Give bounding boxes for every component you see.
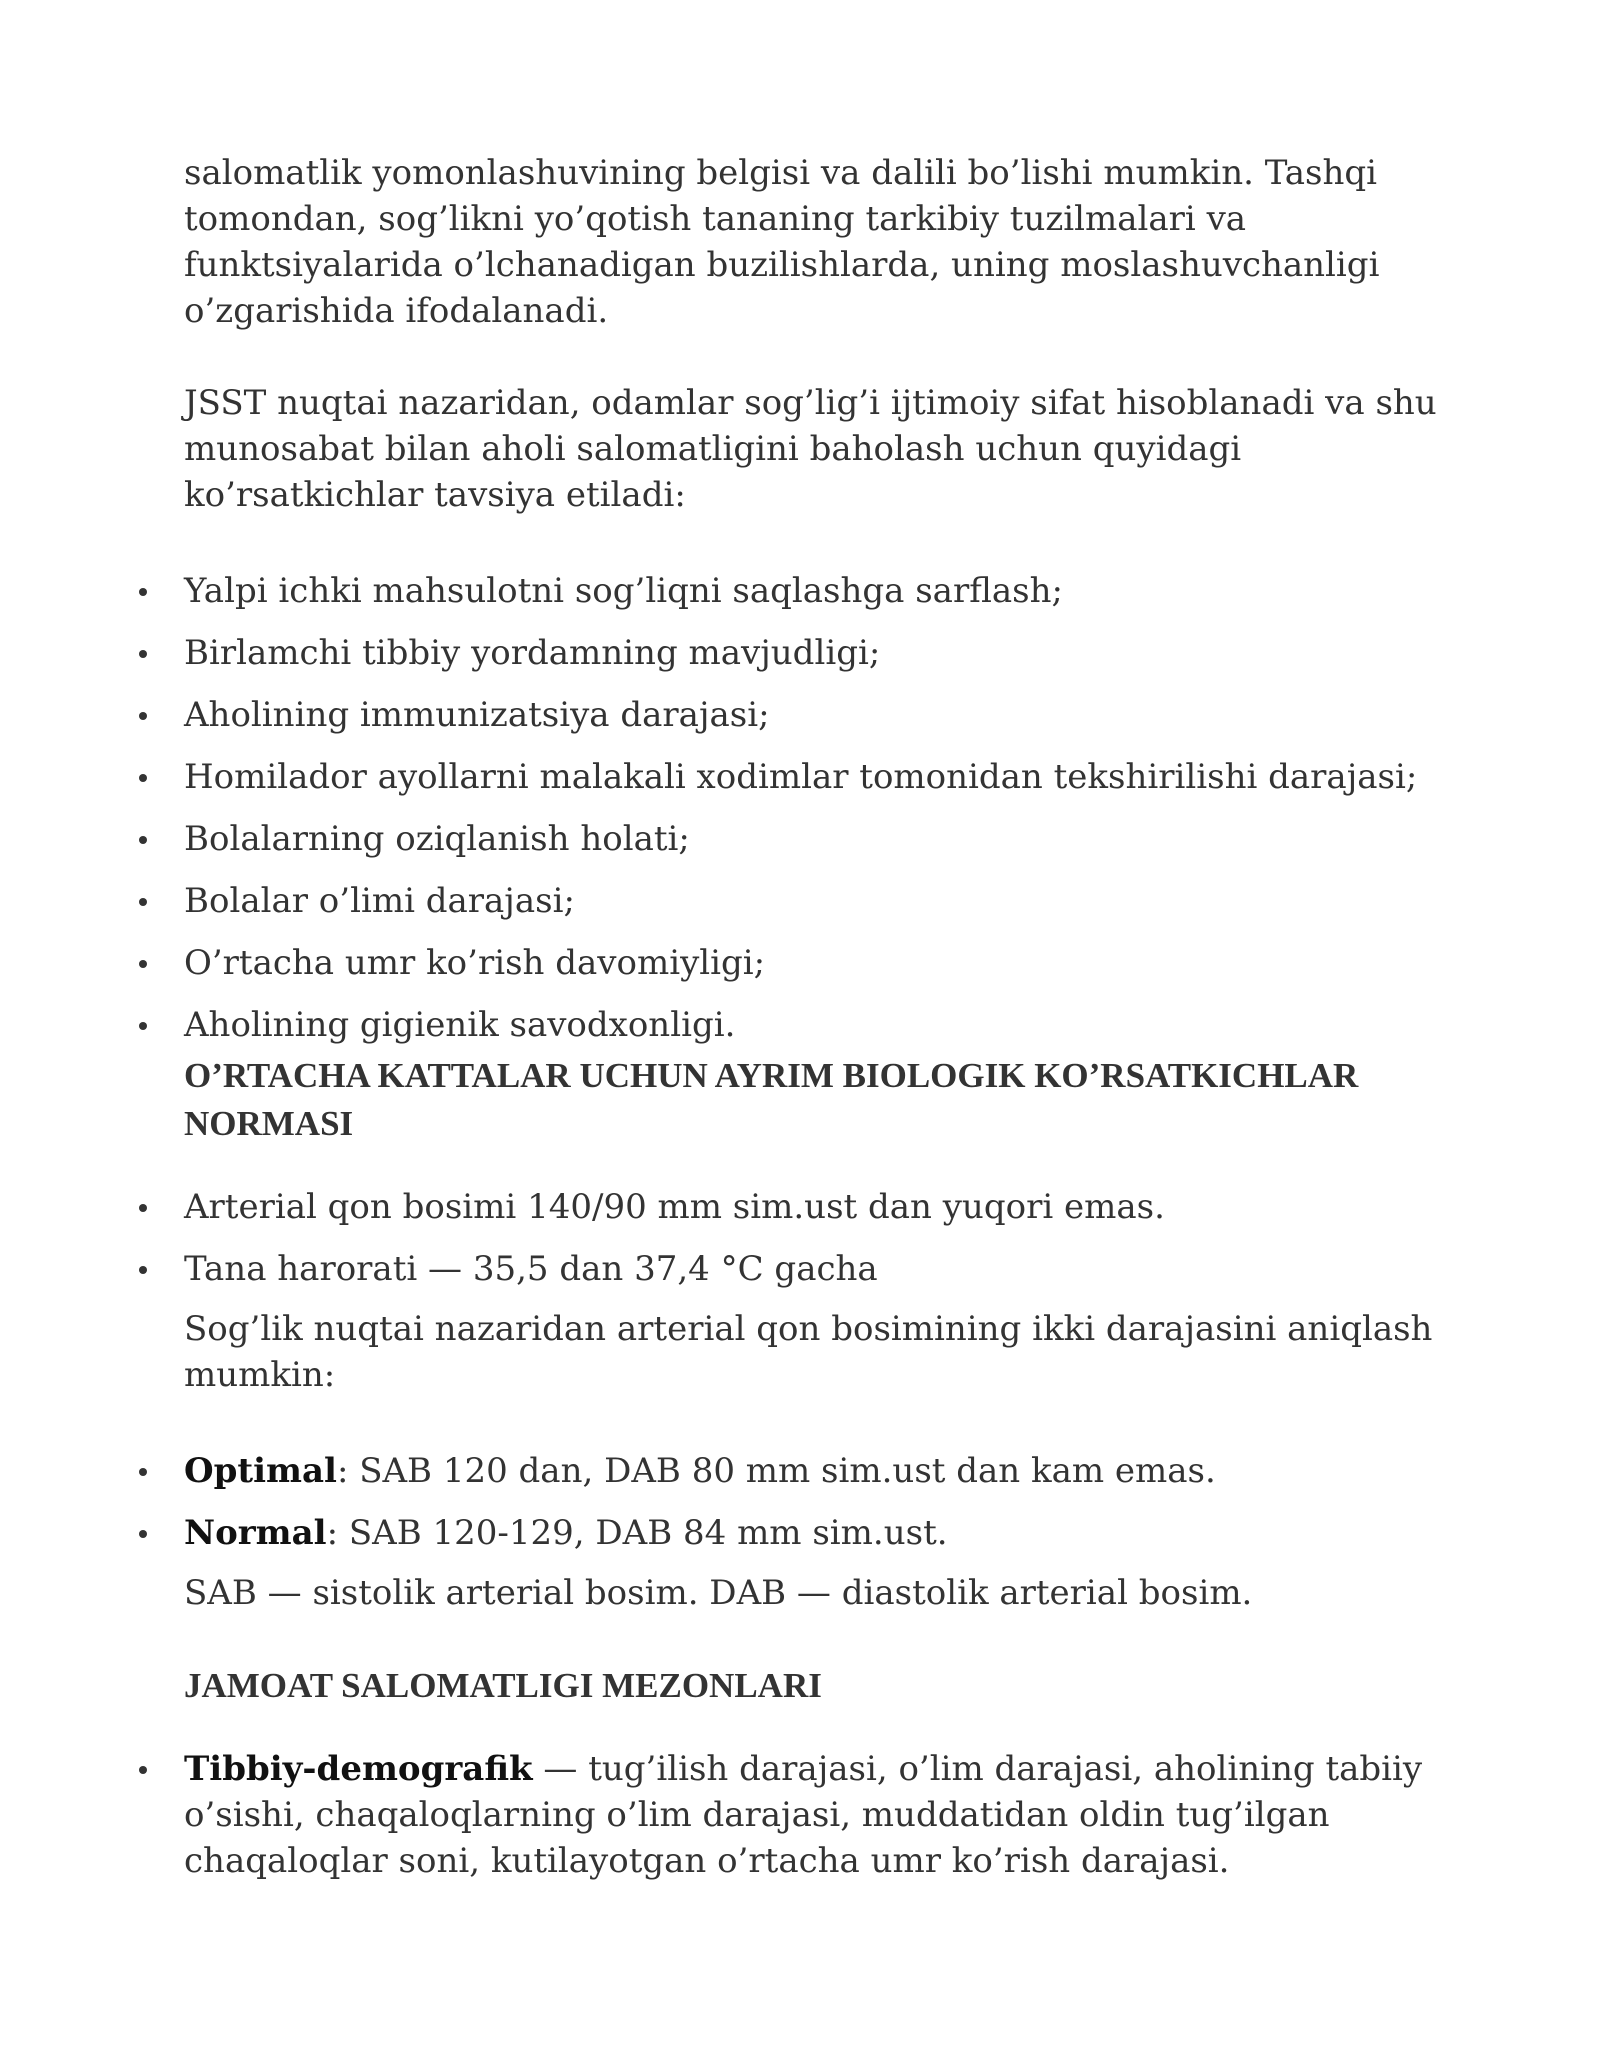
indicator-text: Birlamchi tibbiy yordamning mavjudligi; bbox=[184, 633, 881, 673]
criteria-list bbox=[184, 1746, 1484, 1884]
bullet-icon bbox=[139, 1266, 147, 1274]
indicator-text: Aholining gigienik savodxonligi. bbox=[184, 1005, 736, 1045]
indicator-text: Aholining immunizatsiya darajasi; bbox=[184, 695, 770, 735]
list-item bbox=[184, 692, 1484, 738]
document-page bbox=[184, 150, 1484, 1900]
bullet-icon bbox=[139, 898, 147, 906]
bullet-icon bbox=[139, 1022, 147, 1030]
abbreviation-note: SAB — sistolik arterial bosim. DAB — diastolik arterial bosim. bbox=[184, 1573, 1253, 1613]
norms-heading: O’RTACHA KATTALAR UCHUN AYRIM BIOLOGIK KO’RSATKICHLAR NORMASI bbox=[184, 1056, 1359, 1143]
bullet-icon bbox=[139, 1530, 147, 1538]
bullet-icon bbox=[139, 1766, 147, 1774]
list-item bbox=[184, 1184, 1484, 1230]
list-item bbox=[184, 568, 1484, 614]
norms-list bbox=[184, 1184, 1484, 1292]
bullet-icon bbox=[139, 712, 147, 720]
list-item bbox=[184, 878, 1484, 924]
bullet-icon bbox=[139, 960, 147, 968]
indicator-text: Yalpi ichki mahsulotni sog’liqni saqlashga sarflash; bbox=[184, 571, 1063, 611]
list-item bbox=[184, 816, 1484, 862]
list-item bbox=[184, 1448, 1484, 1494]
bp-paragraph: Sog’lik nuqtai nazaridan arterial qon bosimining ikki darajasini aniqlash mumkin: bbox=[184, 1309, 1433, 1395]
criteria-heading: JAMOAT SALOMATLIGI MEZONLARI bbox=[184, 1666, 822, 1705]
bp-levels-list bbox=[184, 1448, 1484, 1556]
indicator-text: Bolalarning oziqlanish holati; bbox=[184, 819, 690, 859]
norm-text: Arterial qon bosimi 140/90 mm sim.ust dan yuqori emas. bbox=[184, 1187, 1165, 1227]
indicators-list bbox=[184, 568, 1484, 1048]
bp-level-term: Normal bbox=[184, 1513, 327, 1553]
list-item bbox=[184, 1510, 1484, 1556]
list-item bbox=[184, 940, 1484, 986]
bullet-icon bbox=[139, 588, 147, 596]
indicator-text: Homilador ayollarni malakali xodimlar tomonidan tekshirilishi darajasi; bbox=[184, 757, 1418, 797]
bp-level-term: Optimal bbox=[184, 1451, 337, 1491]
norm-text: Tana harorati — 35,5 dan 37,4 °C gacha bbox=[184, 1249, 878, 1289]
bullet-icon bbox=[139, 1204, 147, 1212]
bullet-icon bbox=[139, 836, 147, 844]
criteria-term: Tibbiy-demografik bbox=[184, 1749, 533, 1789]
list-item bbox=[184, 630, 1484, 676]
bp-level-text: : SAB 120-129, DAB 84 mm sim.ust. bbox=[326, 1513, 948, 1553]
bullet-icon bbox=[139, 774, 147, 782]
intro-paragraph: salomatlik yomonlashuvining belgisi va dalili bo’lishi mumkin. Tashqi tomondan, sog’likni yo’qotish tananing tarkibiy tuzilmalari va funktsiyalarida o’lchanadigan buzilishlarda, uning moslashuvchanligi o’zgarishida ifodalanadi. bbox=[184, 153, 1380, 331]
indicator-text: Bolalar o’limi darajasi; bbox=[184, 881, 575, 921]
bullet-icon bbox=[139, 1468, 147, 1476]
list-item bbox=[184, 1746, 1484, 1884]
bullet-icon bbox=[139, 650, 147, 658]
bp-level-text: : SAB 120 dan, DAB 80 mm sim.ust dan kam emas. bbox=[336, 1451, 1216, 1491]
who-paragraph: JSST nuqtai nazaridan, odamlar sog’lig’i ijtimoiy sifat hisoblanadi va shu munosabat bilan aholi salomatligini baholash uchun quyidagi ko’rsatkichlar tavsiya etiladi: bbox=[184, 383, 1437, 515]
list-item bbox=[184, 1246, 1484, 1292]
list-item bbox=[184, 1002, 1484, 1048]
indicator-text: O’rtacha umr ko’rish davomiyligi; bbox=[184, 943, 766, 983]
list-item bbox=[184, 754, 1484, 800]
criteria-text: — tug’ilish darajasi, o’lim darajasi, aholining tabiiy o’sishi, chaqaloqlarning o’lim darajasi, muddatidan oldin tug’ilgan chaqaloqlar soni, kutilayotgan o’rtacha umr ko’rish darajasi. bbox=[184, 1749, 1423, 1881]
